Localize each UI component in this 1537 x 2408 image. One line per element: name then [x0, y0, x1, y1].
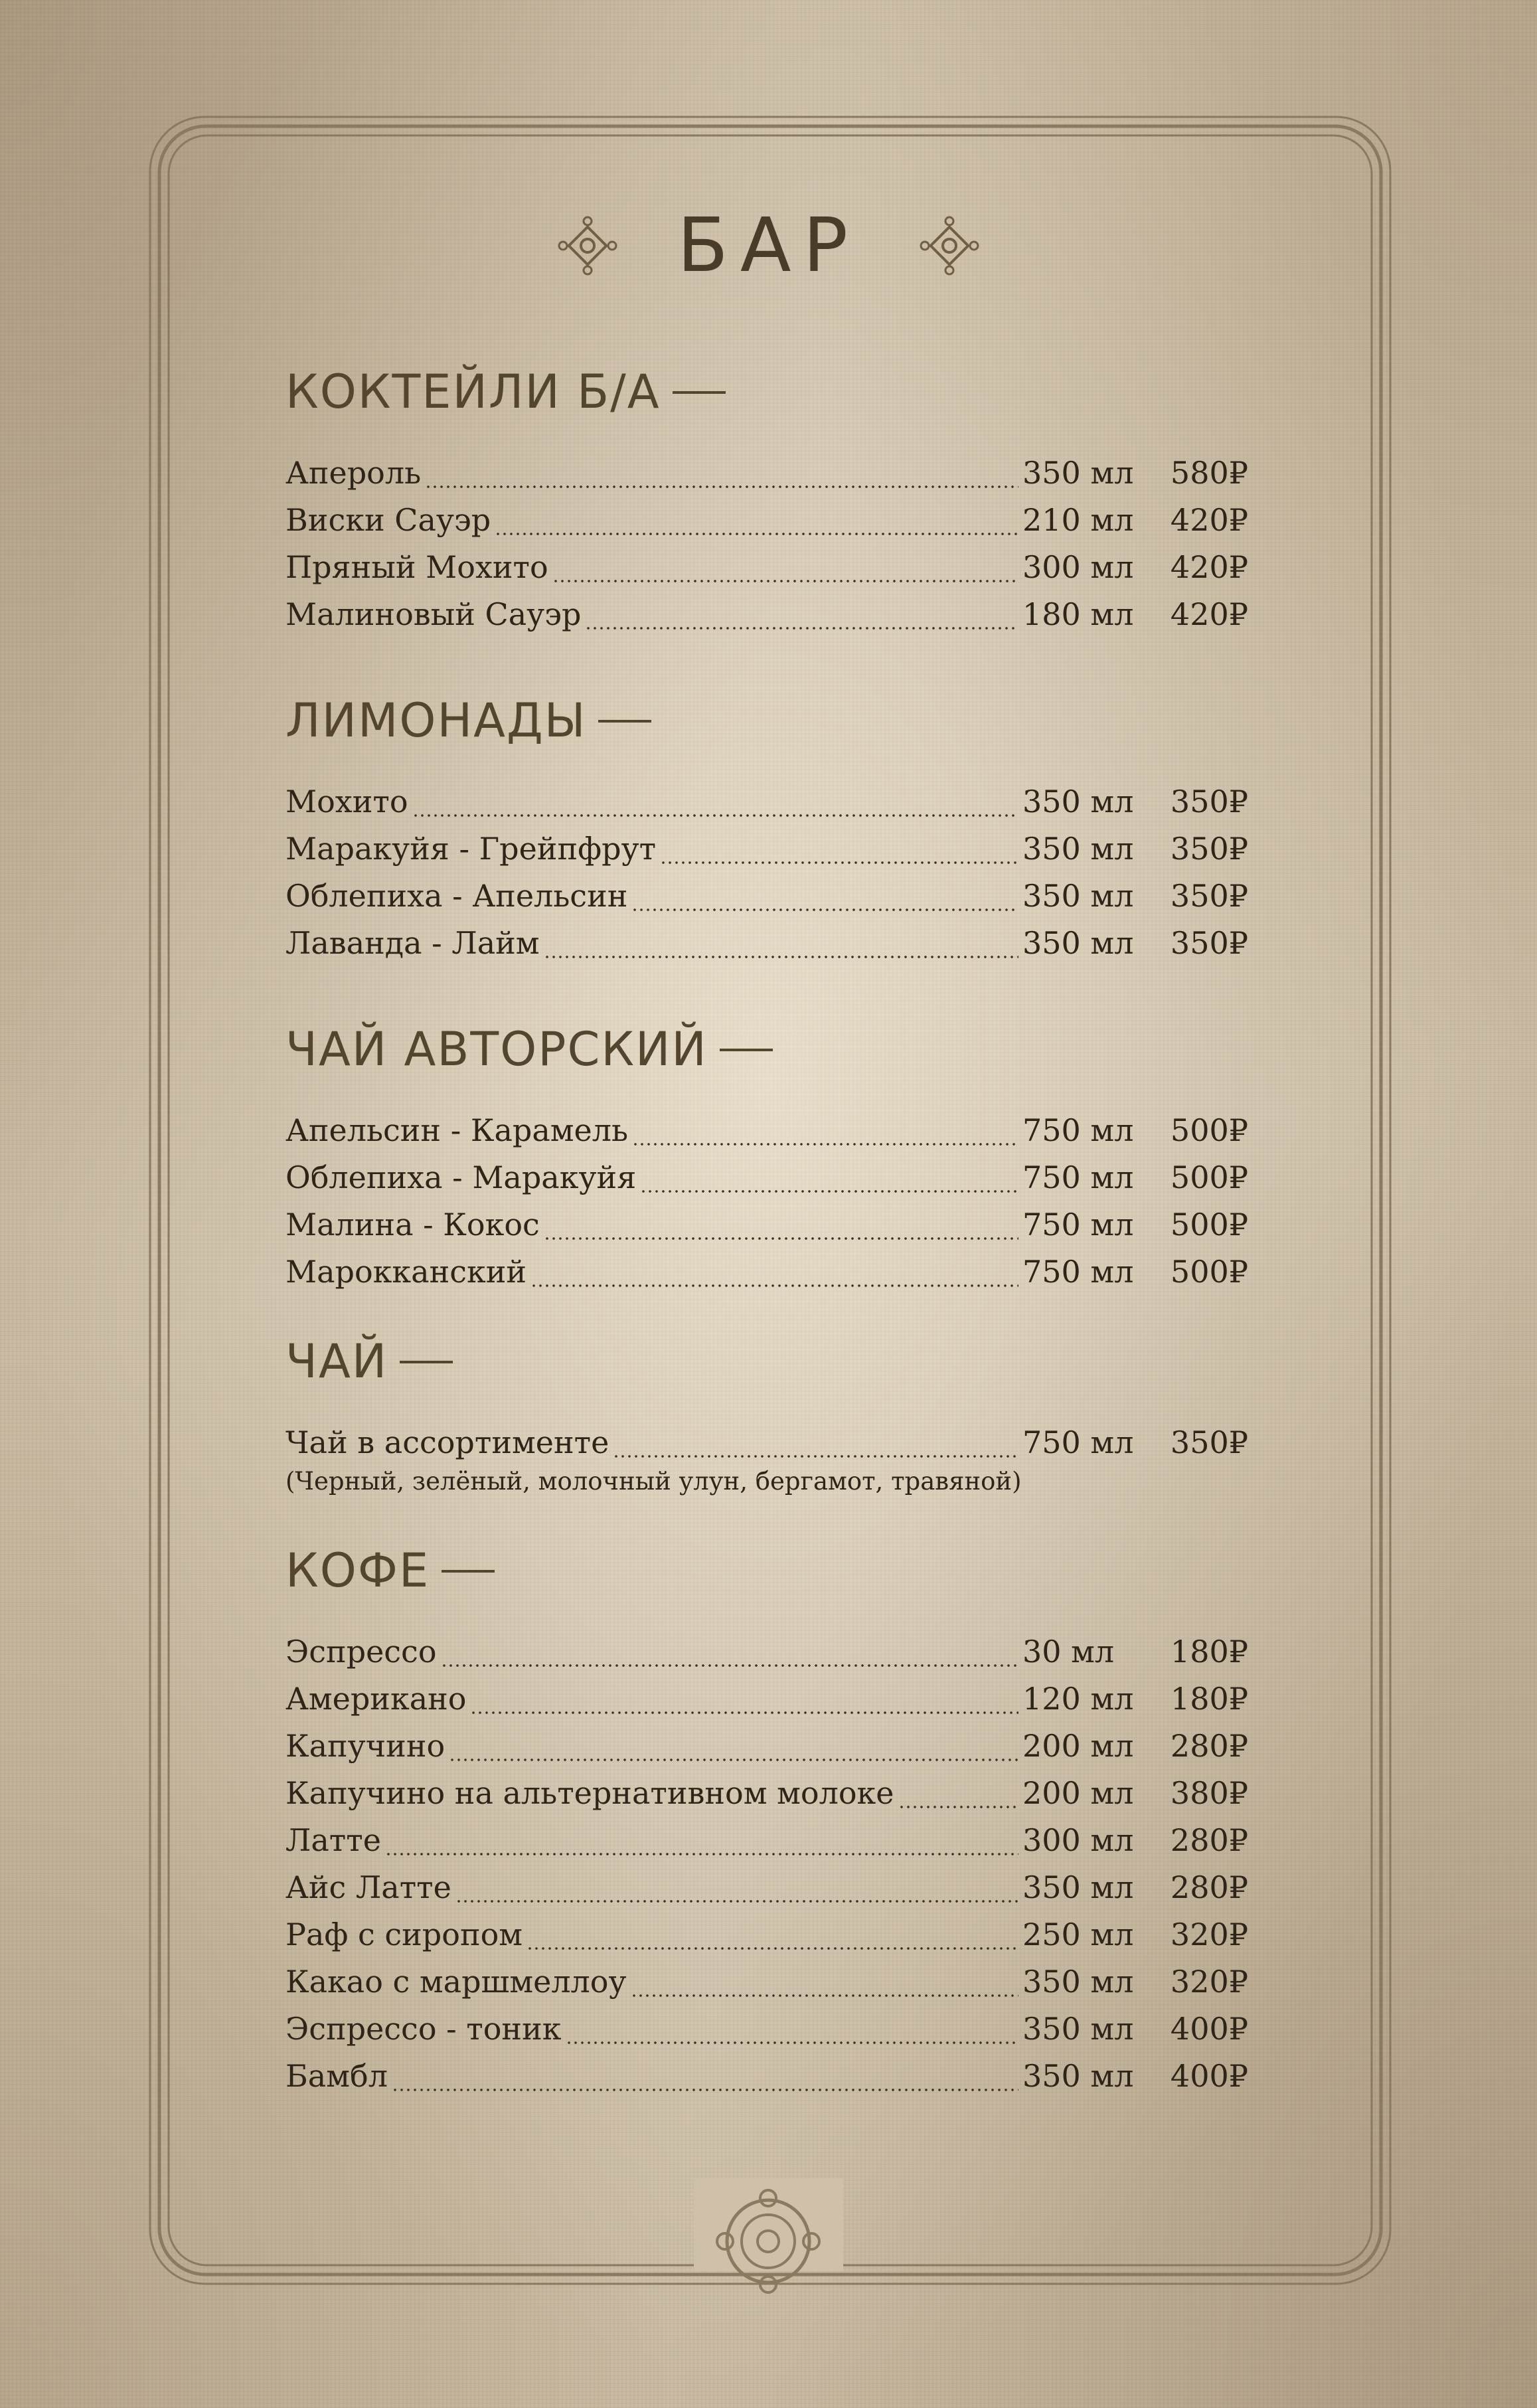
- list-item: Эспрессо - тоник 350 мл 400₽: [285, 2011, 1248, 2047]
- list-item: Капучино на альтернативном молоке 200 мл 380₽: [285, 1775, 1248, 1811]
- section-signature-tea: [285, 1022, 1248, 1296]
- list-item: Маракуйя - Грейпфрут 350 мл 350₽: [285, 831, 1248, 867]
- list-item: Апельсин - Карамель 750 мл 500₽: [285, 1112, 1248, 1148]
- list-item: Облепиха - Апельсин 350 мл 350₽: [285, 878, 1248, 914]
- list-item: Эспрессо 30 мл 180₽: [285, 1634, 1248, 1670]
- section-title: ЧАЙ: [285, 1338, 1248, 1385]
- list-item: Какао с маршмеллоу 350 мл 320₽: [285, 1964, 1248, 2000]
- list-item: Бамбл 350 мл 400₽: [285, 2058, 1248, 2094]
- tea-assortment-note: (Черный, зелёный, молочный улун, бергамот, травяной): [285, 1467, 1022, 1496]
- list-item: Малиновый Сауэр 180 мл 420₽: [285, 596, 1248, 632]
- section-coffee: [285, 1543, 1248, 2100]
- left-ornament-icon: [558, 216, 617, 276]
- list-item: Чай в ассортименте 750 мл 350₽: [285, 1424, 1248, 1460]
- list-item: Латте 300 мл 280₽: [285, 1822, 1248, 1858]
- list-item: Мохито 350 мл 350₽: [285, 784, 1248, 819]
- page-title: БАР: [677, 203, 860, 289]
- list-item: Малина - Кокос 750 мл 500₽: [285, 1207, 1248, 1243]
- list-item: Американо 120 мл 180₽: [285, 1681, 1248, 1717]
- list-item: Капучино 200 мл 280₽: [285, 1728, 1248, 1764]
- list-item: Айс Латте 350 мл 280₽: [285, 1869, 1248, 1905]
- section-lemonades: [285, 693, 1248, 967]
- section-title: ЧАЙ АВТОРСКИЙ: [285, 1026, 1248, 1073]
- section-title: ЛИМОНАДЫ: [285, 697, 1248, 744]
- section-cocktails: [285, 365, 1248, 638]
- list-item: Лаванда - Лайм 350 мл 350₽: [285, 925, 1248, 961]
- right-ornament-icon: [920, 216, 979, 276]
- list-item: Пряный Мохито 300 мл 420₽: [285, 549, 1248, 585]
- list-item: Марокканский 750 мл 500₽: [285, 1254, 1248, 1290]
- section-title: КОФЕ: [285, 1547, 1248, 1594]
- list-item: Облепиха - Маракуйя 750 мл 500₽: [285, 1160, 1248, 1195]
- section-tea: [285, 1334, 1248, 1498]
- list-item: Раф с сиропом 250 мл 320₽: [285, 1917, 1248, 1952]
- list-item: Виски Сауэр 210 мл 420₽: [285, 502, 1248, 538]
- section-title: КОКТЕЙЛИ Б/А: [285, 369, 1248, 415]
- list-item: Апероль 350 мл 580₽: [285, 455, 1248, 491]
